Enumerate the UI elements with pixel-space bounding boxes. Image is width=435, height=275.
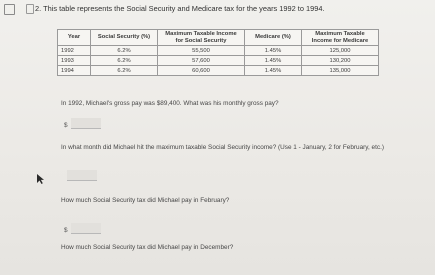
question-1-text: In 1992, Michael's gross pay was $89,400. What was his monthly gross pay? xyxy=(61,100,279,107)
cell-medicare-max: 125,000 xyxy=(302,46,379,56)
cell-medicare-rate: 1.45% xyxy=(245,56,302,66)
dollar-sign: $ xyxy=(64,122,68,129)
question-title: 2. This table represents the Social Security and Medicare tax for the years 1992 to 1994. xyxy=(35,4,325,13)
tax-table xyxy=(57,29,379,76)
table-row xyxy=(58,66,379,76)
header-max-taxable-medicare: Maximum Taxable Income for Medicare xyxy=(302,30,379,46)
cell-ss-max: 55,500 xyxy=(158,46,245,56)
table-row xyxy=(58,56,379,66)
table-header-row xyxy=(58,30,379,46)
cell-ss-rate: 6.2% xyxy=(91,56,158,66)
max-taxable-month-input[interactable] xyxy=(67,170,97,181)
question-3-answer xyxy=(64,223,101,234)
cell-medicare-rate: 1.45% xyxy=(245,46,302,56)
cell-ss-rate: 6.2% xyxy=(91,66,158,76)
cell-ss-max: 57,600 xyxy=(158,56,245,66)
question-1-answer xyxy=(64,118,101,129)
monthly-gross-pay-input[interactable] xyxy=(71,118,101,129)
mouse-cursor-icon xyxy=(37,174,45,184)
question-2-answer xyxy=(64,170,97,181)
cell-year: 1992 xyxy=(58,46,91,56)
header-year: Year xyxy=(58,30,91,46)
cell-year: 1994 xyxy=(58,66,91,76)
question-3-text: How much Social Security tax did Michael pay in February? xyxy=(61,197,230,204)
question-2-text: In what month did Michael hit the maximum taxable Social Security income? (Use 1 - January, 2 for February, etc.) xyxy=(61,144,384,151)
flag-icon[interactable] xyxy=(26,4,34,14)
header-max-taxable-ss: Maximum Taxable Income for Social Security xyxy=(158,30,245,46)
header-medicare: Medicare (%) xyxy=(245,30,302,46)
dollar-sign: $ xyxy=(64,227,68,234)
cell-medicare-rate: 1.45% xyxy=(245,66,302,76)
question-4-text: How much Social Security tax did Michael pay in December? xyxy=(61,244,234,251)
cell-ss-rate: 6.2% xyxy=(91,46,158,56)
toolbar xyxy=(4,2,21,16)
cell-ss-max: 60,600 xyxy=(158,66,245,76)
header-social-security: Social Security (%) xyxy=(91,30,158,46)
table-row xyxy=(58,46,379,56)
cell-year: 1993 xyxy=(58,56,91,66)
cell-medicare-max: 130,200 xyxy=(302,56,379,66)
february-ss-tax-input[interactable] xyxy=(71,223,101,234)
cell-medicare-max: 135,000 xyxy=(302,66,379,76)
checkbox-icon[interactable] xyxy=(4,4,15,15)
